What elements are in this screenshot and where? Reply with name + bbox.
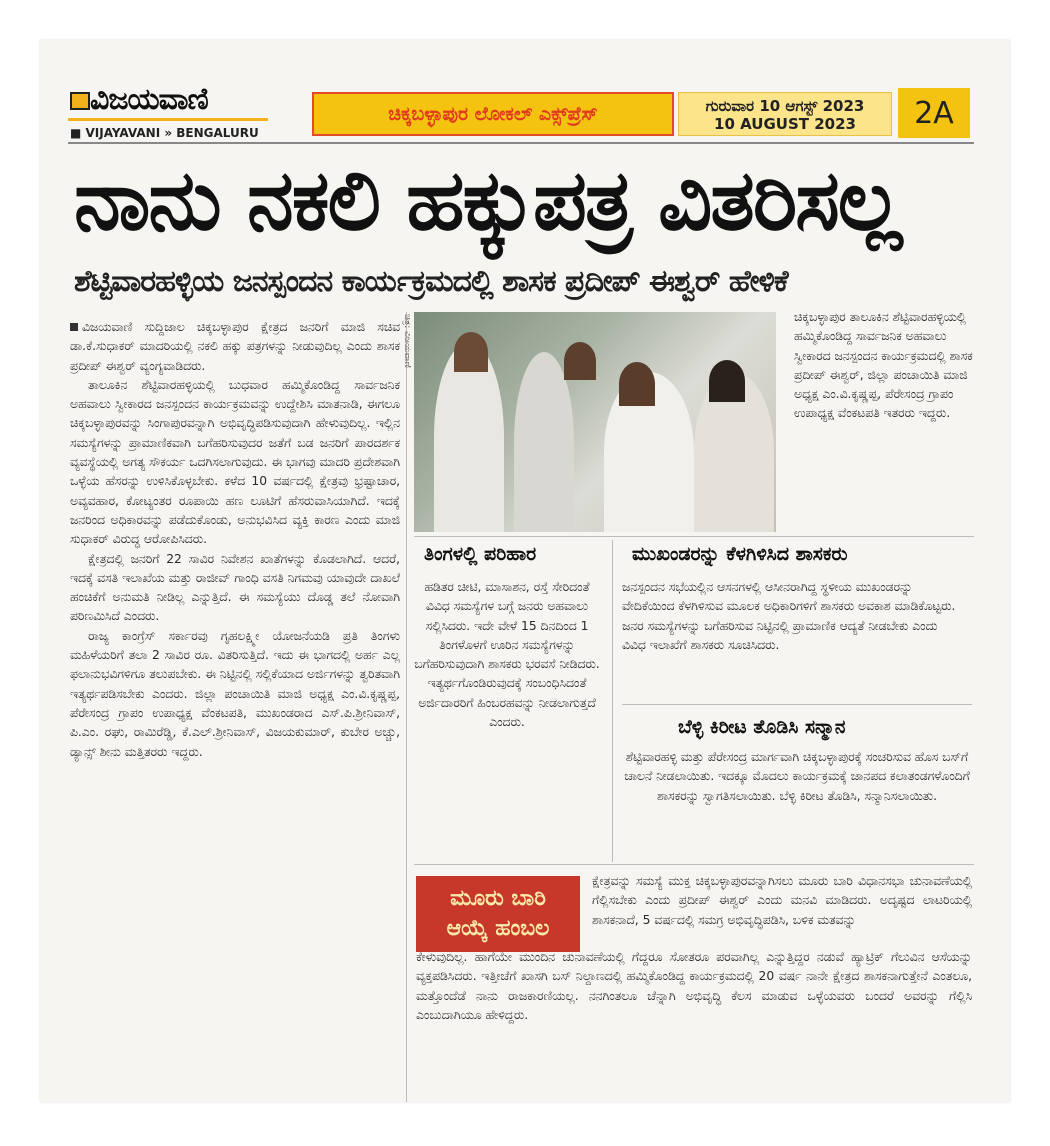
red-box-line: ಮೂರು ಬಾರಿ bbox=[450, 886, 546, 911]
column-divider bbox=[406, 312, 407, 1102]
belli-heading: ಬೆಳ್ಳಿ ಕಿರೀಟ ತೊಡಿಸಿ ಸನ್ಮಾನ bbox=[678, 716, 846, 738]
section-rule bbox=[414, 536, 974, 537]
tingal-body: ಹಡಿತರ ಚೀಟಿ, ಮಾಸಾಶನ, ರಸ್ತೆ ಸೇರಿದಂತೆ ವಿವಿಧ ಸಮಸ್ಯೆಗಳ ಬಗ್ಗೆ ಜನರು ಅಹವಾಲು ಸಲ್ಲಿಸಿದರು. ಇದೇ ವೇಳೆ 15 ದಿನದಿಂದ 1 ತಿಂಗಳೊಳಗೆ ಊರಿನ ಸಮಸ್ಯೆಗಳನ್ನು ಬಗೆಹರಿಸುವುದಾಗಿ ಶಾಸಕರು ಭರವಸೆ ನೀಡಿದರು. ಇತ್ಯರ್ಥಗೊಂಡಿರುವುದಕ್ಕೆ ಸಂಬಂಧಿಸಿದಂತೆ ಅರ್ಜಿದಾರರಿಗೆ ಹಿಂಬರಹವನ್ನು ನೀಡಲಾಗುತ್ತದೆ ಎಂದರು. bbox=[414, 580, 600, 730]
photo-figure bbox=[564, 342, 596, 380]
subheadline: ಶೆಟ್ಟಿವಾರಹಳ್ಳಿಯ ಜನಸ್ಪಂದನ ಕಾರ್ಯಕ್ರಮದಲ್ಲಿ ಶಾಸಕ ಪ್ರದೀಪ್ ಈಶ್ವರ್ ಹೇಳಿಕೆ bbox=[74, 264, 788, 299]
article-paragraph: ವಿಜಯವಾಣಿ ಸುದ್ದಿಜಾಲ ಚಿಕ್ಕಬಳ್ಳಾಪುರ ಕ್ಷೇತ್ರದ ಜನರಿಗೆ ಮಾಜಿ ಸಚಿವ ಡಾ.ಕೆ.ಸುಧಾಕರ್ ಮಾದರಿಯಲ್ಲಿ ನಕಲಿ ಹಕ್ಕು ಪತ್ರಗಳನ್ನು ನೀಡುವುದಿಲ್ಲ ಎಂದು ಶಾಸಕ ಪ್ರದೀಪ್ ಈಶ್ವರ್ ವ್ಯಂಗ್ಯವಾಡಿದರು. bbox=[70, 320, 400, 373]
date-english: 10 AUGUST 2023 bbox=[714, 115, 856, 133]
tingal-heading: ತಿಂಗಳಲ್ಲಿ ಪರಿಹಾರ bbox=[424, 543, 537, 565]
article-bottom-wide: ಕೇಳುವುದಿಲ್ಲ. ಹಾಗೆಯೇ ಮುಂದಿನ ಚುನಾವಣೆಯಲ್ಲಿ ಗೆದ್ದರೂ ಸೋತರೂ ಪರವಾಗಿಲ್ಲ ಎನ್ನುತ್ತಿದ್ದರ ನಡುವೆ ಹ್ಯಾಟ್ರಿಕ್ ಗೆಲುವಿನ ಆಸೆಯನ್ನು ವ್ಯಕ್ತಪಡಿಸಿದರು. ಇತ್ತೀಚೆಗೆ ಖಾಸಗಿ ಬಸ್ ನಿಲ್ದಾಣದಲ್ಲಿ ಹಮ್ಮಿಕೊಂಡಿದ್ದ ಕಾರ್ಯಕ್ರಮದಲ್ಲಿ 20 ವರ್ಷ ನಾನೇ ಕ್ಷೇತ್ರದ ಶಾಸಕನಾಗುತ್ತೇನೆ ಎಂತಲೂ, ಮತ್ತೊಂದೆಡೆ ನಾನು ರಾಜಕಾರಣಿಯಲ್ಲ. ನನಗಿಂತಲೂ ಚೆನ್ನಾಗಿ ಅಭಿವೃದ್ಧಿ ಕೆಲಸ ಮಾಡುವ ಒಳ್ಳೆಯವರು ಬಂದರೆ ಅವರನ್ನು ಗೆಲ್ಲಿಸಿ ಎಂಬುದಾಗಿಯೂ ಹೇಳಿದ್ದರು. bbox=[416, 950, 972, 1022]
section-rule bbox=[414, 864, 974, 865]
mooru-bari-box bbox=[416, 876, 580, 952]
masthead-logo: ವಿಜಯವಾಣಿ bbox=[90, 82, 208, 117]
belli-body: ಶೆಟ್ಟಿವಾರಹಳ್ಳಿ ಮತ್ತು ಪೆರೇಸಂದ್ರ ಮಾರ್ಗವಾಗಿ ಚಿಕ್ಕಬಳ್ಳಾಪುರಕ್ಕೆ ಸಂಚರಿಸುವ ಹೊಸ ಬಸ್‌ಗೆ ಚಾಲನೆ ನೀಡಲಾಯಿತು. ಇದಕ್ಕೂ ಮೊದಲು ಕಾರ್ಯಕ್ರಮಕ್ಕೆ ಜಾನಪದ ಕಲಾತಂಡಗಳೊಂದಿಗೆ ಶಾಸಕರನ್ನು ಸ್ವಾಗತಿಸಲಾಯಿತು. ಬೆಳ್ಳಿ ಕಿರೀಟ ತೊಡಿಸಿ, ಸನ್ಮಾನಿಸಲಾಯಿತು. bbox=[624, 750, 970, 803]
red-box-line: ಆಯ್ಕೆ ಹಂಬಲ bbox=[446, 916, 550, 941]
article-bottom-right: ಕ್ಷೇತ್ರವನ್ನು ಸಮಸ್ಯೆ ಮುಕ್ತ ಚಿಕ್ಕಬಳ್ಳಾಪುರವನ್ನಾಗಿಸಲು ಮೂರು ಬಾರಿ ವಿಧಾನಸಭಾ ಚುನಾವಣೆಯಲ್ಲಿ ಗೆಲ್ಲಿಸಬೇಕು ಎಂದು ಪ್ರದೀಪ್ ಈಶ್ವರ್ ಎಂದು ಮನವಿ ಮಾಡಿದರು. ಅದೃಷ್ಟದ ಲಾಟರಿಯಲ್ಲಿ ಶಾಸಕನಾದೆ, 5 ವರ್ಷದಲ್ಲಿ ಸಮಗ್ರ ಅಭಿವೃದ್ಧಿಪಡಿಸಿ, ಬಳಿಕ ಮತವನ್ನು bbox=[592, 874, 972, 927]
section-rule bbox=[622, 704, 972, 705]
photo-credit: ಚಿತ್ರ: ವಿಜಯವಾಣಿ bbox=[402, 314, 412, 368]
date-box bbox=[678, 92, 892, 136]
date-kannada: ಗುರುವಾರ 10 ಆಗಸ್ಟ್ 2023 bbox=[705, 97, 865, 115]
section-banner: ಚಿಕ್ಕಬಳ್ಳಾಪುರ ಲೋಕಲ್ ಎಕ್ಸ್‌ಪ್ರೆಸ್ bbox=[312, 92, 674, 136]
mukhand-heading: ಮುಖಂಡರನ್ನು ಕೆಳಗಿಳಿಸಿದ ಶಾಸಕರು bbox=[632, 543, 848, 565]
photo-figure bbox=[619, 362, 655, 406]
photo-figure bbox=[454, 332, 488, 372]
masthead-edition: ■ VIJAYAVANI » BENGALURU bbox=[70, 126, 259, 140]
event-photo bbox=[414, 312, 776, 532]
column-divider bbox=[612, 540, 613, 862]
mukhand-body: ಜನಸ್ಪಂದನ ಸಭೆಯಲ್ಲಿನ ಆಸನಗಳಲ್ಲಿ ಆಸೀನರಾಗಿದ್ದ ಸ್ಥಳೀಯ ಮುಖಂಡರನ್ನು ವೇದಿಕೆಯಿಂದ ಕೆಳಗಿಳಿಸುವ ಮೂಲಕ ಅಧಿಕಾರಿಗಳಿಗೆ ಶಾಸಕರು ಅವಕಾಶ ಮಾಡಿಕೊಟ್ಟರು. ಜನರ ಸಮಸ್ಯೆಗಳನ್ನು ಬಗೆಹರಿಸುವ ನಿಟ್ಟಿನಲ್ಲಿ ಪ್ರಾಮಾಣಿಕ ಆದ್ಯತೆ ನೀಡಬೇಕು ಎಂದು ವಿವಿಧ ಇಲಾಖೆಗೆ ಶಾಸಕರು ಸೂಚಿಸಿದರು. bbox=[622, 580, 956, 652]
bullet-icon bbox=[70, 323, 78, 331]
logo-mark bbox=[70, 92, 90, 110]
logo-underline bbox=[68, 118, 268, 121]
article-column-left bbox=[70, 318, 400, 762]
headline: ನಾನು ನಕಲಿ ಹಕ್ಕುಪತ್ರ ವಿತರಿಸಲ್ಲ bbox=[74, 151, 901, 249]
article-paragraph: ತಾಲೂಕಿನ ಶೆಟ್ಟಿವಾರಹಳ್ಳಿಯಲ್ಲಿ ಬುಧವಾರ ಹಮ್ಮಿಕೊಂಡಿದ್ದ ಸಾರ್ವಜನಿಕ ಅಹವಾಲು ಸ್ವೀಕಾರದ ಜನಸ್ಪಂದನ ಕಾರ್ಯಕ್ರಮವನ್ನು ಉದ್ದೇಶಿಸಿ ಮಾತನಾಡಿ, ಈಗಲೂ ಚಿಕ್ಕಬಳ್ಳಾಪುರವನ್ನು ಸಿಂಗಾಪುರವನ್ನಾಗಿ ಅಭಿವೃದ್ಧಿಪಡಿಸುವುದಾಗಿ ಹೇಳುವುದಿಲ್ಲ. ಇಲ್ಲಿನ ಸಮಸ್ಯೆಗಳನ್ನು ಪ್ರಾಮಾಣಿಕವಾಗಿ ಬಗೆಹರಿಸುವುದರ ಜತೆಗೆ ಬಡ ಜನರಿಗೆ ಪಾರದರ್ಶಕ ವ್ಯವಸ್ಥೆಯಲ್ಲಿ ಅಗತ್ಯ ಸೌಕರ್ಯ ಒದಗಿಸಲಾಗುವುದು. ಈ ಭಾಗವು ಮಾದರಿ ಪ್ರದೇಶವಾಗಿ ಒಳ್ಳೆಯ ಹೆಸರನ್ನು ಉಳಿಸಿಕೊಳ್ಳಬೇಕು. ಕಳೆದ 10 ವರ್ಷದಲ್ಲಿ ಕ್ಷೇತ್ರವು ಭ್ರಷ್ಟಾಚಾರ, ಅವ್ಯವಹಾರ, ಕೋಟ್ಯಂತರ ರೂಪಾಯಿ ಹಣ ಲೂಟಿಗೆ ಹೆಸರುವಾಸಿಯಾಗಿದೆ. ಇದಕ್ಕೆ ಜನರಿಂದ ಅಧಿಕಾರವನ್ನು ಪಡೆದುಕೊಂಡು, ಅನುಭವಿಸಿದ ವ್ಯಕ್ತಿ ಕಾರಣ ಎಂದು ಮಾಜಿ ಸುಧಾಕರ್ ವಿರುದ್ಧ ಆರೋಪಿಸಿದರು. bbox=[70, 377, 400, 547]
page-number: 2A bbox=[898, 88, 970, 138]
masthead-rule bbox=[68, 142, 974, 144]
photo-figure bbox=[709, 360, 745, 402]
photo-caption: ಚಿಕ್ಕಬಳ್ಳಾಪುರ ತಾಲೂಕಿನ ಶೆಟ್ಟಿವಾರಹಳ್ಳಿಯಲ್ಲಿ ಹಮ್ಮಿಕೊಂಡಿದ್ದ ಸಾರ್ವಜನಿಕ ಅಹವಾಲು ಸ್ವೀಕಾರದ ಜನಸ್ಪಂದನ ಕಾರ್ಯಕ್ರಮದಲ್ಲಿ ಶಾಸಕ ಪ್ರದೀಪ್ ಈಶ್ವರ್, ಜಿಲ್ಲಾ ಪಂಚಾಯಿತಿ ಮಾಜಿ ಅಧ್ಯಕ್ಷ ಎಂ.ವಿ.ಕೃಷ್ಣಪ್ಪ, ಪೆರೇಸಂದ್ರ ಗ್ರಾಪಂ ಉಪಾಧ್ಯಕ್ಷ ವೆಂಕಟಪತಿ ಇತರರು ಇದ್ದರು. bbox=[794, 310, 973, 421]
article-paragraph: ರಾಜ್ಯ ಕಾಂಗ್ರೆಸ್ ಸರ್ಕಾರವು ಗೃಹಲಕ್ಷ್ಮೀ ಯೋಜನೆಯಡಿ ಪ್ರತಿ ತಿಂಗಳು ಮಹಿಳೆಯರಿಗೆ ತಲಾ 2 ಸಾವಿರ ರೂ. ವಿತರಿಸುತ್ತಿದೆ. ಇದು ಈ ಭಾಗದಲ್ಲಿ ಅರ್ಹ ಎಲ್ಲ ಫಲಾನುಭವಿಗಳಿಗೂ ತಲುಪಬೇಕು. ಈ ನಿಟ್ಟಿನಲ್ಲಿ ಸಲ್ಲಿಕೆಯಾದ ಅರ್ಜಿಗಳನ್ನು ತ್ವರಿತವಾಗಿ ಇತ್ಯರ್ಥಪಡಿಸಬೇಕು ಎಂದರು. ಜಿಲ್ಲಾ ಪಂಚಾಯಿತಿ ಮಾಜಿ ಅಧ್ಯಕ್ಷ ಎಂ.ವಿ.ಕೃಷ್ಣಪ್ಪ, ಪೆರೇಸಂದ್ರ ಗ್ರಾಪಂ ಉಪಾಧ್ಯಕ್ಷ ವೆಂಕಟಪತಿ, ಮುಖಂಡರಾದ ಎಸ್.ಪಿ.ಶ್ರೀನಿವಾಸ್, ಪಿ.ಎಂ. ರಘು, ರಾಮಿರೆಡ್ಡಿ, ಕೆ.ಎಲ್.ಶ್ರೀನಿವಾಸ್, ವಿಜಯಕುಮಾರ್, ಕುಬೇರ ಅಚ್ಚು, ಡ್ಯಾನ್ಸ್ ಶೀನು ಮತ್ತಿತರರು ಇದ್ದರು. bbox=[70, 628, 400, 759]
newspaper-page bbox=[40, 40, 1010, 1102]
article-paragraph: ಕ್ಷೇತ್ರದಲ್ಲಿ ಜನರಿಗೆ 22 ಸಾವಿರ ನಿವೇಶನ ಖಾತೆಗಳನ್ನು ಕೊಡಲಾಗಿದೆ. ಆದರೆ, ಇದಕ್ಕೆ ವಸತಿ ಇಲಾಖೆಯ ಮತ್ತು ರಾಜೀವ್ ಗಾಂಧಿ ವಸತಿ ನಿಗಮವು ಯಾವುದೇ ದಾಖಲೆ ಹಂಚಿಕೆಗೆ ಅನುಮತಿ ನೀಡಿಲ್ಲ ಎನ್ನುತ್ತಿದೆ. ಈ ಸಮಸ್ಯೆಯು ದೊಡ್ಡ ತಲೆ ನೋವಾಗಿ ಪರಿಣಮಿಸಿದೆ ಎಂದರು. bbox=[70, 551, 400, 624]
